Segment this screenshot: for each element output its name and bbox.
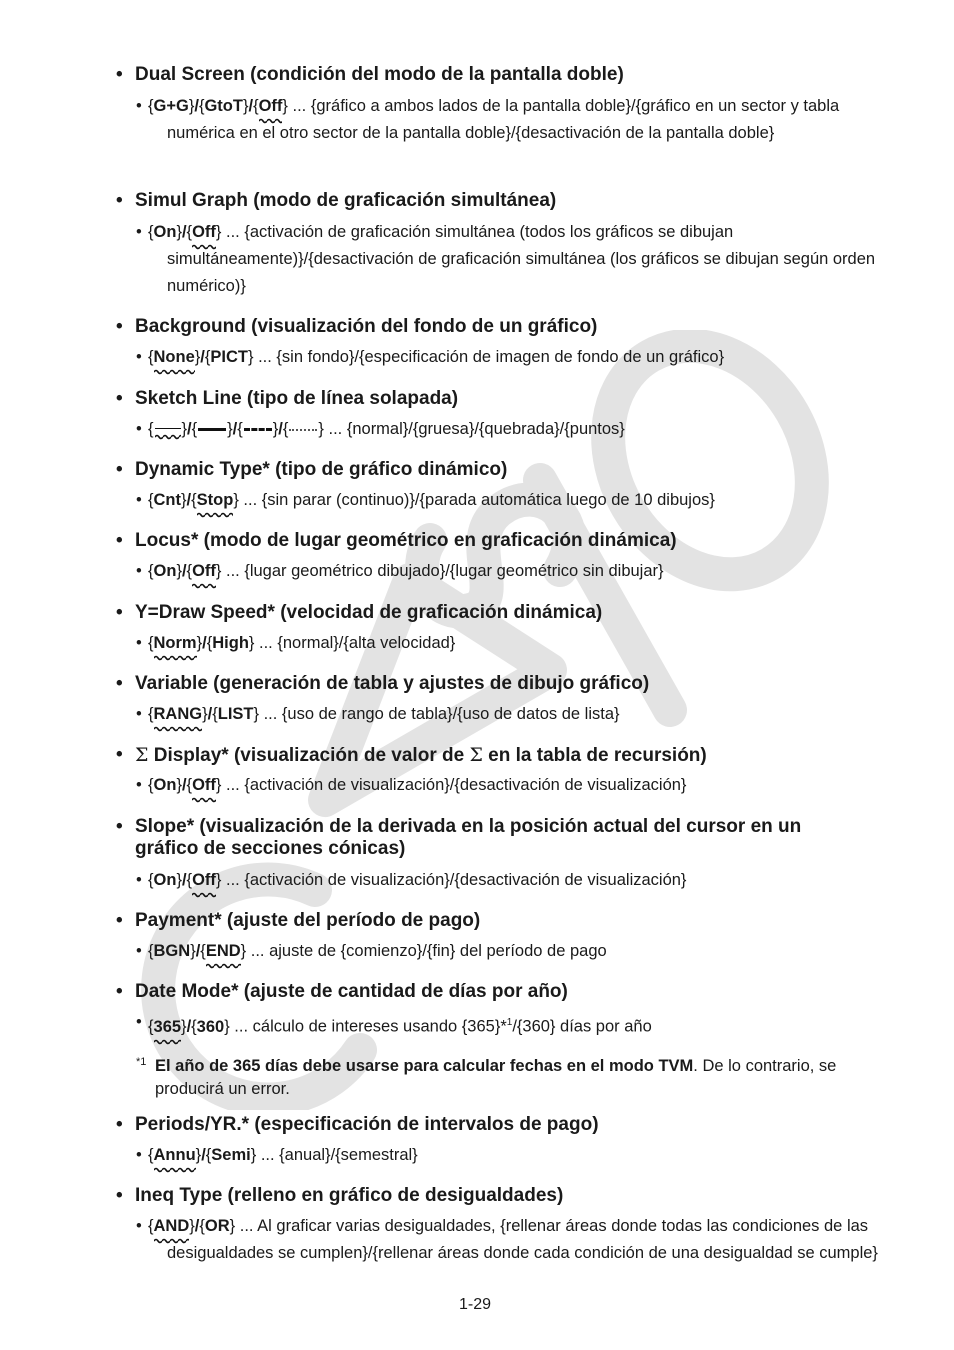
option: High [212,634,249,652]
option-description: ... {normal}/{gruesa}/{quebrada}/{puntos} [323,420,625,438]
option: 360 [196,1017,225,1036]
bullet: • [116,1185,123,1206]
separator: / [195,942,201,960]
option: GtoT [204,97,243,115]
sigma-symbol: Σ [135,744,149,766]
option-item [136,1213,881,1267]
bullet: • [136,223,142,241]
heading-text [135,744,707,767]
option: On [153,776,177,794]
option-brace: } [176,223,182,241]
option-brace: } [248,634,255,652]
option-brace: { [186,223,193,241]
section-heading [116,602,896,624]
option-item [136,93,881,147]
bullet: • [116,530,123,551]
heading-text: Variable (generación de tabla y ajustes de dibujo gráfico) [135,673,650,694]
option-brace: } [247,348,254,366]
option-brace: { [282,420,289,438]
heading-text: Slope* (visualización de la derivada en la posición actual del cursor en un gráfico de secciones cónicas) [135,816,802,859]
option-text [148,867,881,894]
option-brace: } [240,942,247,960]
option-description: ... {lugar geométrico dibujado}/{lugar geométrico sin dibujar} [221,562,664,580]
separator: / [186,491,192,509]
separator: / [181,871,187,889]
option: G+G [153,97,189,115]
bullet: • [116,64,123,85]
bullet: • [136,871,142,889]
option-item [136,219,881,300]
option-description: ... {sin fondo}/{especificación de imagen de fondo de un gráfico} [253,348,725,366]
heading-text: Dual Screen (condición del modo de la pantalla doble) [135,64,624,85]
option-brace: } [318,420,324,438]
heading-text: Ineq Type (relleno en gráfico de desigualdades) [135,1185,564,1206]
option-description: ... ajuste de {comienzo}/{fin} del período de pago [246,942,607,960]
option-item [136,938,881,965]
sigma-symbol: Σ [469,744,483,766]
separator: / [194,97,199,115]
option-brace: { [206,634,213,652]
option: On [153,562,177,580]
bullet: • [136,1013,142,1031]
option-brace: { [148,420,154,438]
option-item [136,558,881,585]
option-brace: } [242,97,249,115]
default-option: Off [192,776,216,794]
separator: / [186,1017,192,1036]
section-heading [116,388,896,410]
option-item [136,630,881,657]
default-option: Off [258,97,283,115]
section-heading [116,816,876,860]
option-description: ... {anual}/{semestral} [256,1146,418,1164]
option-item [136,1009,881,1041]
option-description: /{360} días por año [512,1017,652,1036]
option-brace: { [148,223,154,241]
option-brace: { [148,705,154,723]
heading-text: Background (visualización del fondo de un gráfico) [135,316,598,337]
option: Cnt [153,491,182,509]
separator: / [181,776,187,794]
bullet: • [116,673,123,694]
option-brace: } [181,420,188,438]
heading-text: Date Mode* (ajuste de cantidad de días por año) [135,981,568,1002]
option-brace: } [215,223,222,241]
bullet: • [116,910,123,931]
option-description: ... cálculo de intereses usando {365}* [229,1017,507,1036]
option-brace: { [148,1146,154,1164]
option-brace: } [215,776,222,794]
option-brace: } [233,491,239,509]
separator: / [232,420,238,438]
section-heading [116,459,896,481]
option-brace: { [148,1217,154,1235]
section-heading [116,190,896,212]
option-brace: { [148,1017,154,1036]
footnote-ref: 1 [506,1017,513,1028]
bullet: • [136,491,142,509]
default-option: RANG [153,705,203,723]
option-brace: } [224,1017,230,1036]
default-option: END [205,942,241,960]
bullet: • [136,705,142,723]
bullet: • [116,816,123,837]
option-brace: { [148,562,154,580]
option-brace: } [215,562,222,580]
option-text [148,93,881,147]
option-text [148,1009,881,1041]
option: Semi [211,1146,251,1164]
option-brace: { [204,348,211,366]
option-brace: { [186,562,193,580]
footnote [136,1055,881,1101]
option-description: ... {activación de visualización}/{desactivación de visualización} [221,871,687,889]
option-description: ... {sin parar (continuo)}/{parada automática luego de 10 dibujos} [238,491,715,509]
heading-text: Simul Graph (modo de graficación simultánea) [135,190,557,211]
section-heading [116,744,896,767]
bullet: • [136,562,142,580]
option-brace: { [186,871,193,889]
option-brace: } [227,420,233,438]
separator: / [200,348,205,366]
option-brace: { [191,491,197,509]
bullet: • [136,776,142,794]
option: On [153,223,177,241]
bullet: • [116,316,123,337]
default-option: Stop [196,491,234,509]
option-brace: } [215,871,222,889]
option-item [136,772,881,799]
option: OR [204,1217,230,1235]
option-description: ... {activación de graficación simultánea (todos los gráficos se dibujan simultáneamente)}/{desactivación de graficación simultánea (los gráficos se dibujan según orden numérico)} [167,223,876,295]
option-text [148,344,881,371]
bullet: • [136,420,142,438]
option-brace: { [253,97,259,115]
option-brace: } [189,1217,195,1235]
bullet: • [116,388,123,409]
footnote-rest: . De lo contrario, se producirá un error. [155,1057,837,1098]
option-brace: } [181,1017,187,1036]
option-brace: } [229,1217,236,1235]
heading-text: Locus* (modo de lugar geométrico en graficación dinámica) [135,530,677,551]
bullet: • [116,744,123,765]
option-brace: } [176,776,182,794]
option-brace: { [148,491,154,509]
line-style-dot-icon [289,429,317,431]
option-brace: { [191,420,198,438]
option-brace: } [253,705,259,723]
heading-text: Y=Draw Speed* (velocidad de graficación dinámica) [135,602,603,623]
option-description: ... {activación de visualización}/{desactivación de visualización} [221,776,687,794]
option: On [153,871,177,889]
heading-text: Sketch Line (tipo de línea solapada) [135,388,459,409]
separator: / [181,223,187,241]
option-brace: { [198,97,205,115]
option-item [136,867,881,894]
section-heading [116,673,896,695]
option-text [148,487,881,514]
separator: / [187,420,192,438]
option-item [136,701,881,728]
bullet: • [136,634,142,652]
default-option: Annu [153,1146,196,1164]
option-item [136,487,881,514]
bullet: • [116,190,123,211]
option: LIST [217,705,254,723]
bullet: • [116,981,123,1002]
option-text [148,772,881,799]
option-brace: { [186,776,193,794]
option-brace: } [176,871,182,889]
section-heading [116,64,896,86]
option-item [136,416,881,443]
separator: / [248,97,254,115]
option-brace: { [148,348,154,366]
heading-part: en la tabla de recursión) [482,745,707,766]
option-brace: } [282,97,288,115]
option-item [136,1142,881,1169]
option-text [148,938,881,965]
option-brace: } [272,420,279,438]
separator: / [194,1217,200,1235]
option-text [148,558,881,585]
option-brace: { [237,420,243,438]
bullet: • [116,602,123,623]
option-description: ... {normal}/{alta velocidad} [254,634,456,652]
option-brace: { [212,705,218,723]
section-heading [116,316,896,338]
option-description: ... {uso de rango de tabla}/{uso de datos de lista} [259,705,620,723]
option-brace: { [148,871,154,889]
option-text [148,701,881,728]
option-brace: } [195,1146,202,1164]
bullet: • [136,348,142,366]
option-brace: } [188,97,195,115]
default-option: Off [192,562,216,580]
bullet: • [136,942,142,960]
option-brace: { [205,1146,212,1164]
option-brace: { [191,1017,197,1036]
option-brace: { [148,634,154,652]
line-style-normal-icon [155,428,181,431]
section-heading [116,530,896,552]
separator: / [278,420,283,438]
bullet: • [136,1146,142,1164]
option-brace: } [176,562,182,580]
option-description: ... Al graficar varias desigualdades, {rellenar áreas donde todas las condiciones de las desigualdades se cumplen}/{rellenar áreas donde cada condición de una desigualdad se cumple} [167,1217,878,1262]
bullet: • [136,1217,142,1235]
option-brace: { [199,1217,205,1235]
default-option: AND [153,1217,190,1235]
option-text [148,1142,881,1169]
option-text [148,416,881,443]
option-text [148,219,881,300]
option: PICT [210,348,248,366]
section-heading [116,1114,896,1136]
bullet: • [116,1114,123,1135]
option-brace: { [200,942,206,960]
section-heading [116,910,896,932]
default-option: Off [192,871,216,889]
option-text [148,1213,881,1267]
line-style-broken-icon [244,428,272,431]
option-description: ... {gráfico a ambos lados de la pantalla doble}/{gráfico en un sector y tabla numérica en el otro sector de la pantalla doble}/{desactivación de la pantalla doble} [167,97,840,142]
heading-text: Dynamic Type* (tipo de gráfico dinámico) [135,459,508,480]
option-brace: } [202,705,208,723]
separator: / [207,705,213,723]
line-style-thick-icon [198,428,226,431]
bullet: • [116,459,123,480]
section-heading [116,1185,896,1207]
bullet: • [136,97,142,115]
default-option: Off [192,223,216,241]
heading-part: Display* (visualización de valor de [148,745,470,766]
heading-text: Payment* (ajuste del período de pago) [135,910,481,931]
footnote-emphasis: El año de 365 días debe usarse para calcular fechas en el modo TVM [155,1057,694,1075]
default-option: Norm [153,634,197,652]
separator: / [202,634,207,652]
page-number: 1-29 [459,1296,492,1313]
separator: / [201,1146,206,1164]
option-brace: { [148,942,154,960]
option-brace: { [148,97,154,115]
section-heading [116,981,896,1003]
option-text [148,630,881,657]
option-brace: } [196,634,203,652]
separator: / [181,562,187,580]
option-brace: } [190,942,196,960]
option-brace: } [250,1146,257,1164]
heading-text: Periods/YR.* (especificación de intervalos de pago) [135,1114,599,1135]
option-brace: } [181,491,187,509]
option-brace: { [148,776,154,794]
default-option: 365 [153,1017,182,1036]
option: BGN [153,942,191,960]
option-item [136,344,881,371]
option-brace: } [194,348,201,366]
footnote-text [155,1055,881,1101]
default-option: None [153,348,195,366]
footnote-marker: *1 [136,1056,147,1068]
